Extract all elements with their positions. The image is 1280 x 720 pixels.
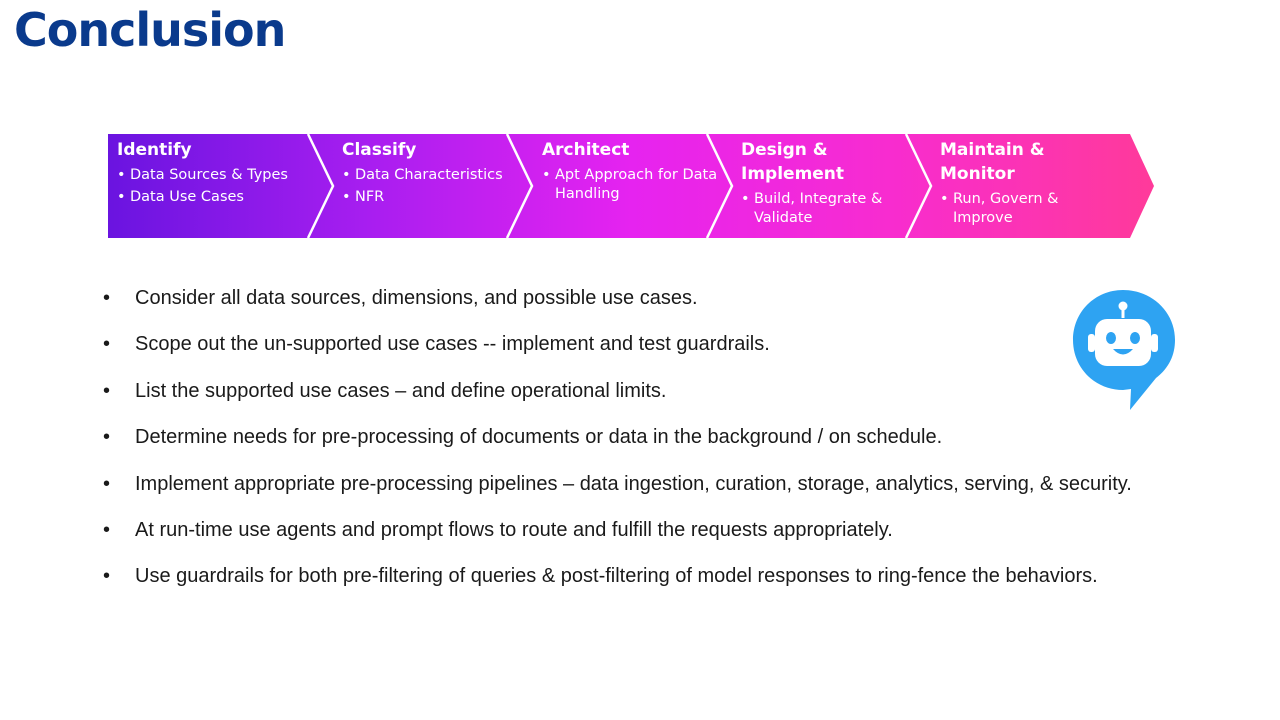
- bullet-text: At run-time use agents and prompt flows to route and fulfill the requests appropriately.: [135, 518, 893, 541]
- conclusion-bullet-list: [103, 284, 1132, 609]
- bullet-marker: •: [103, 287, 111, 309]
- list-item: [103, 516, 1132, 562]
- step-title: Maintain & Monitor: [940, 140, 1045, 184]
- list-item: [103, 377, 1132, 423]
- step-title: Classify: [342, 140, 417, 160]
- step-design-implement: [741, 134, 891, 231]
- step-item: • Data Sources & Types: [117, 166, 307, 185]
- bullet-marker: •: [103, 379, 111, 402]
- bot-ear-left: [1088, 334, 1095, 352]
- bullet-text: Scope out the un-supported use cases -- implement and test guardrails.: [135, 333, 770, 356]
- bullet-text: Consider all data sources, dimensions, and possible use cases.: [135, 287, 698, 309]
- step-item: • NFR: [342, 188, 512, 207]
- list-item: [103, 284, 1132, 330]
- step-item: • Build, Integrate & Validate: [741, 190, 891, 228]
- step-item: • Data Characteristics: [342, 166, 512, 185]
- page-title: Conclusion: [14, 3, 286, 57]
- process-chevron-diagram: [0, 0, 1280, 260]
- list-item: [103, 330, 1132, 376]
- step-title: Design & Implement: [741, 140, 845, 184]
- bot-eye-left: [1106, 332, 1116, 344]
- bot-ear-right: [1151, 334, 1158, 352]
- bullet-marker: •: [103, 472, 111, 495]
- step-item: • Run, Govern & Improve: [940, 190, 1090, 228]
- bot-antenna-ball: [1119, 302, 1128, 311]
- bullet-marker: •: [103, 518, 111, 541]
- bullet-marker: •: [103, 333, 111, 356]
- bullet-marker: •: [103, 426, 111, 449]
- step-item: • Apt Approach for Data Handling: [542, 166, 722, 204]
- step-title: Identify: [117, 140, 192, 160]
- list-item: [103, 423, 1132, 469]
- bullet-text: Use guardrails for both pre-filtering of queries & post-filtering of model responses to ring-fence the behaviors.: [135, 565, 1098, 588]
- step-identify: [117, 134, 307, 210]
- list-item: [103, 470, 1132, 516]
- step-item: • Data Use Cases: [117, 188, 307, 207]
- list-item: [103, 562, 1132, 608]
- step-maintain-monitor: [940, 134, 1090, 231]
- bullet-marker: •: [103, 565, 111, 588]
- bullet-text: Implement appropriate pre-processing pipelines – data ingestion, curation, storage, analytics, serving, & security.: [135, 472, 1132, 495]
- bullet-text: Determine needs for pre-processing of documents or data in the background / on schedule.: [135, 426, 943, 449]
- bullet-text: List the supported use cases – and define operational limits.: [135, 379, 667, 402]
- step-classify: [342, 134, 512, 210]
- step-architect: [542, 134, 722, 207]
- step-title: Architect: [542, 140, 630, 160]
- bot-eye-right: [1130, 332, 1140, 344]
- robot-chat-icon: [1070, 288, 1180, 418]
- bot-head: [1095, 319, 1151, 366]
